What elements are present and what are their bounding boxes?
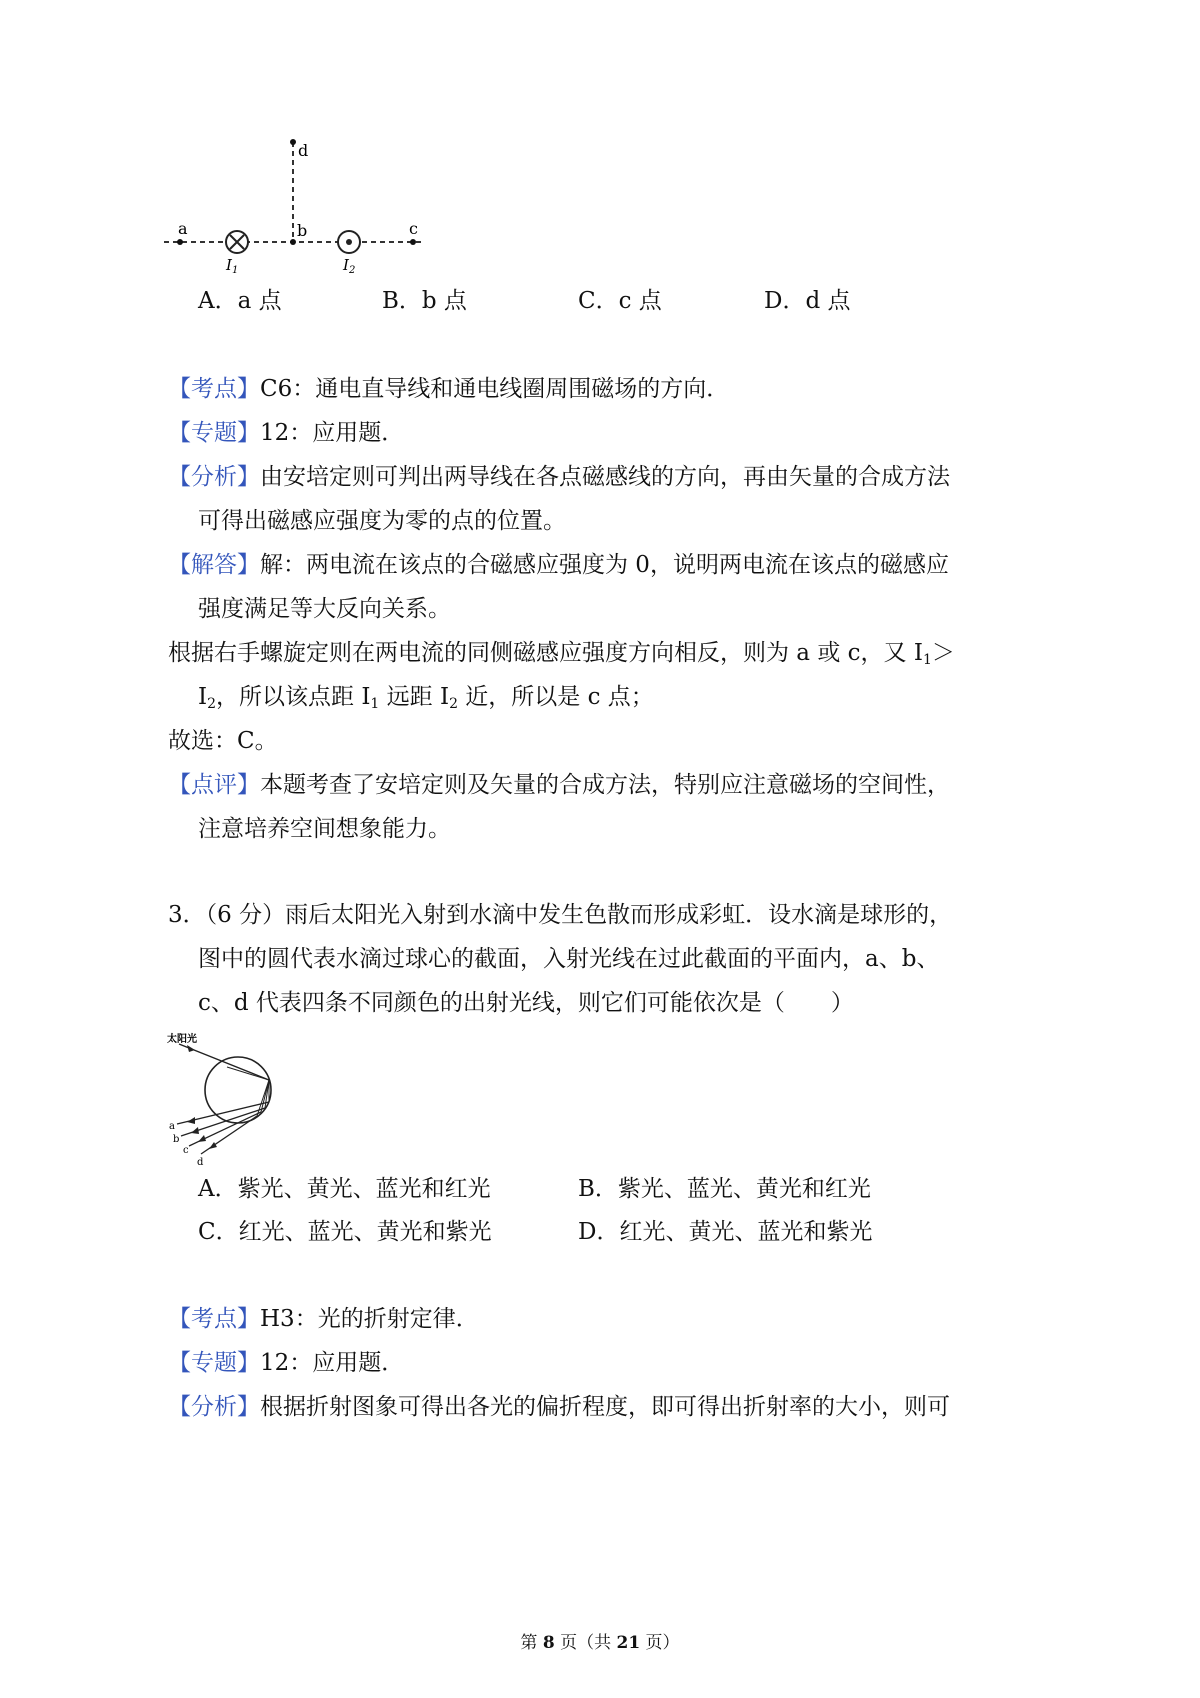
q3-kaodian: 【考点】H3：光的折射定律． [168, 1306, 479, 1332]
label-sunlight: 太阳光 [167, 1034, 197, 1045]
q3-option-d: D．红光、黄光、蓝光和紫光 [578, 1219, 873, 1245]
q3-stem-line1: 3．（6 分）雨后太阳光入射到水滴中发生色散而形成彩虹．设水滴是球形的， [168, 902, 953, 928]
point-d [290, 139, 296, 145]
q2-jieda-line4: $I_2$，所以该点距 $I_1$ 远距 $I_2$ 近，所以是 c 点； [198, 684, 654, 712]
q2-fenxi-cont: 可得出磁感应强度为零的点的位置。 [198, 508, 566, 534]
q2-jieda-cont: 强度满足等大反向关系。 [198, 596, 451, 622]
q3-stem-line3: c、d 代表四条不同颜色的出射光线，则它们可能依次是（ ） [198, 990, 854, 1016]
label-b: b [297, 221, 308, 240]
label-i1: $I_1$ [226, 256, 239, 276]
label-i2: $I_2$ [343, 256, 356, 276]
point-a [177, 239, 183, 245]
q2-option-c: C．c 点 [578, 288, 662, 314]
page-footer: 第 8 页（共 21 页） [520, 1633, 680, 1653]
q2-option-a: A．a 点 [198, 288, 282, 314]
q2-jieda: 【解答】解：两电流在该点的合磁感应强度为 0，说明两电流在该点的磁感应 [168, 552, 949, 578]
q2-dianping-cont: 注意培养空间想象能力。 [198, 816, 451, 842]
q2-option-b: B．b 点 [382, 288, 467, 314]
current-i1-into-page-icon [226, 231, 248, 253]
magnetic-field-figure [160, 130, 460, 280]
label-c: c [409, 219, 418, 238]
ray-label-d: d [197, 1157, 204, 1168]
ray-label-b: b [173, 1134, 180, 1145]
q3-option-b: B．紫光、蓝光、黄光和红光 [578, 1176, 871, 1202]
label-d: d [298, 141, 309, 160]
q2-jieda-line3: 根据右手螺旋定则在两电流的同侧磁感应强度方向相反，则为 a 或 c，又 $I_1>$ [168, 640, 955, 668]
q2-answer: 故选：C。 [168, 728, 278, 754]
q2-dianping: 【点评】本题考查了安培定则及矢量的合成方法，特别应注意磁场的空间性， [168, 772, 950, 798]
emergent-rays [177, 1102, 269, 1154]
point-b [290, 239, 296, 245]
current-i2-out-of-page-icon [338, 231, 360, 253]
page-total: 21 [616, 1633, 641, 1653]
q3-stem-line2: 图中的圆代表水滴过球心的截面，入射光线在过此截面的平面内，a、b、 [198, 946, 940, 972]
q3-zhuanti: 【专题】12：应用题． [168, 1350, 405, 1376]
ray-label-a: a [169, 1121, 175, 1132]
page-number: 8 [542, 1633, 555, 1653]
q2-option-d: D．d 点 [764, 288, 851, 314]
ray-label-c: c [183, 1145, 189, 1156]
raindrop-dispersion-figure [165, 1030, 295, 1170]
q2-fenxi: 【分析】由安培定则可判出两导线在各点磁感线的方向，再由矢量的合成方法 [168, 464, 950, 490]
q2-kaodian: 【考点】C6：通电直导线和通电线圈周围磁场的方向． [168, 376, 730, 402]
q3-fenxi: 【分析】根据折射图象可得出各光的偏折程度，即可得出折射率的大小，则可 [168, 1394, 950, 1420]
label-a: a [178, 219, 188, 238]
point-c [410, 239, 416, 245]
q3-option-c: C．红光、蓝光、黄光和紫光 [198, 1219, 492, 1245]
q2-zhuanti: 【专题】12：应用题． [168, 420, 405, 446]
incident-arrow-icon [187, 1045, 195, 1052]
q3-option-a: A．紫光、黄光、蓝光和红光 [198, 1176, 491, 1202]
